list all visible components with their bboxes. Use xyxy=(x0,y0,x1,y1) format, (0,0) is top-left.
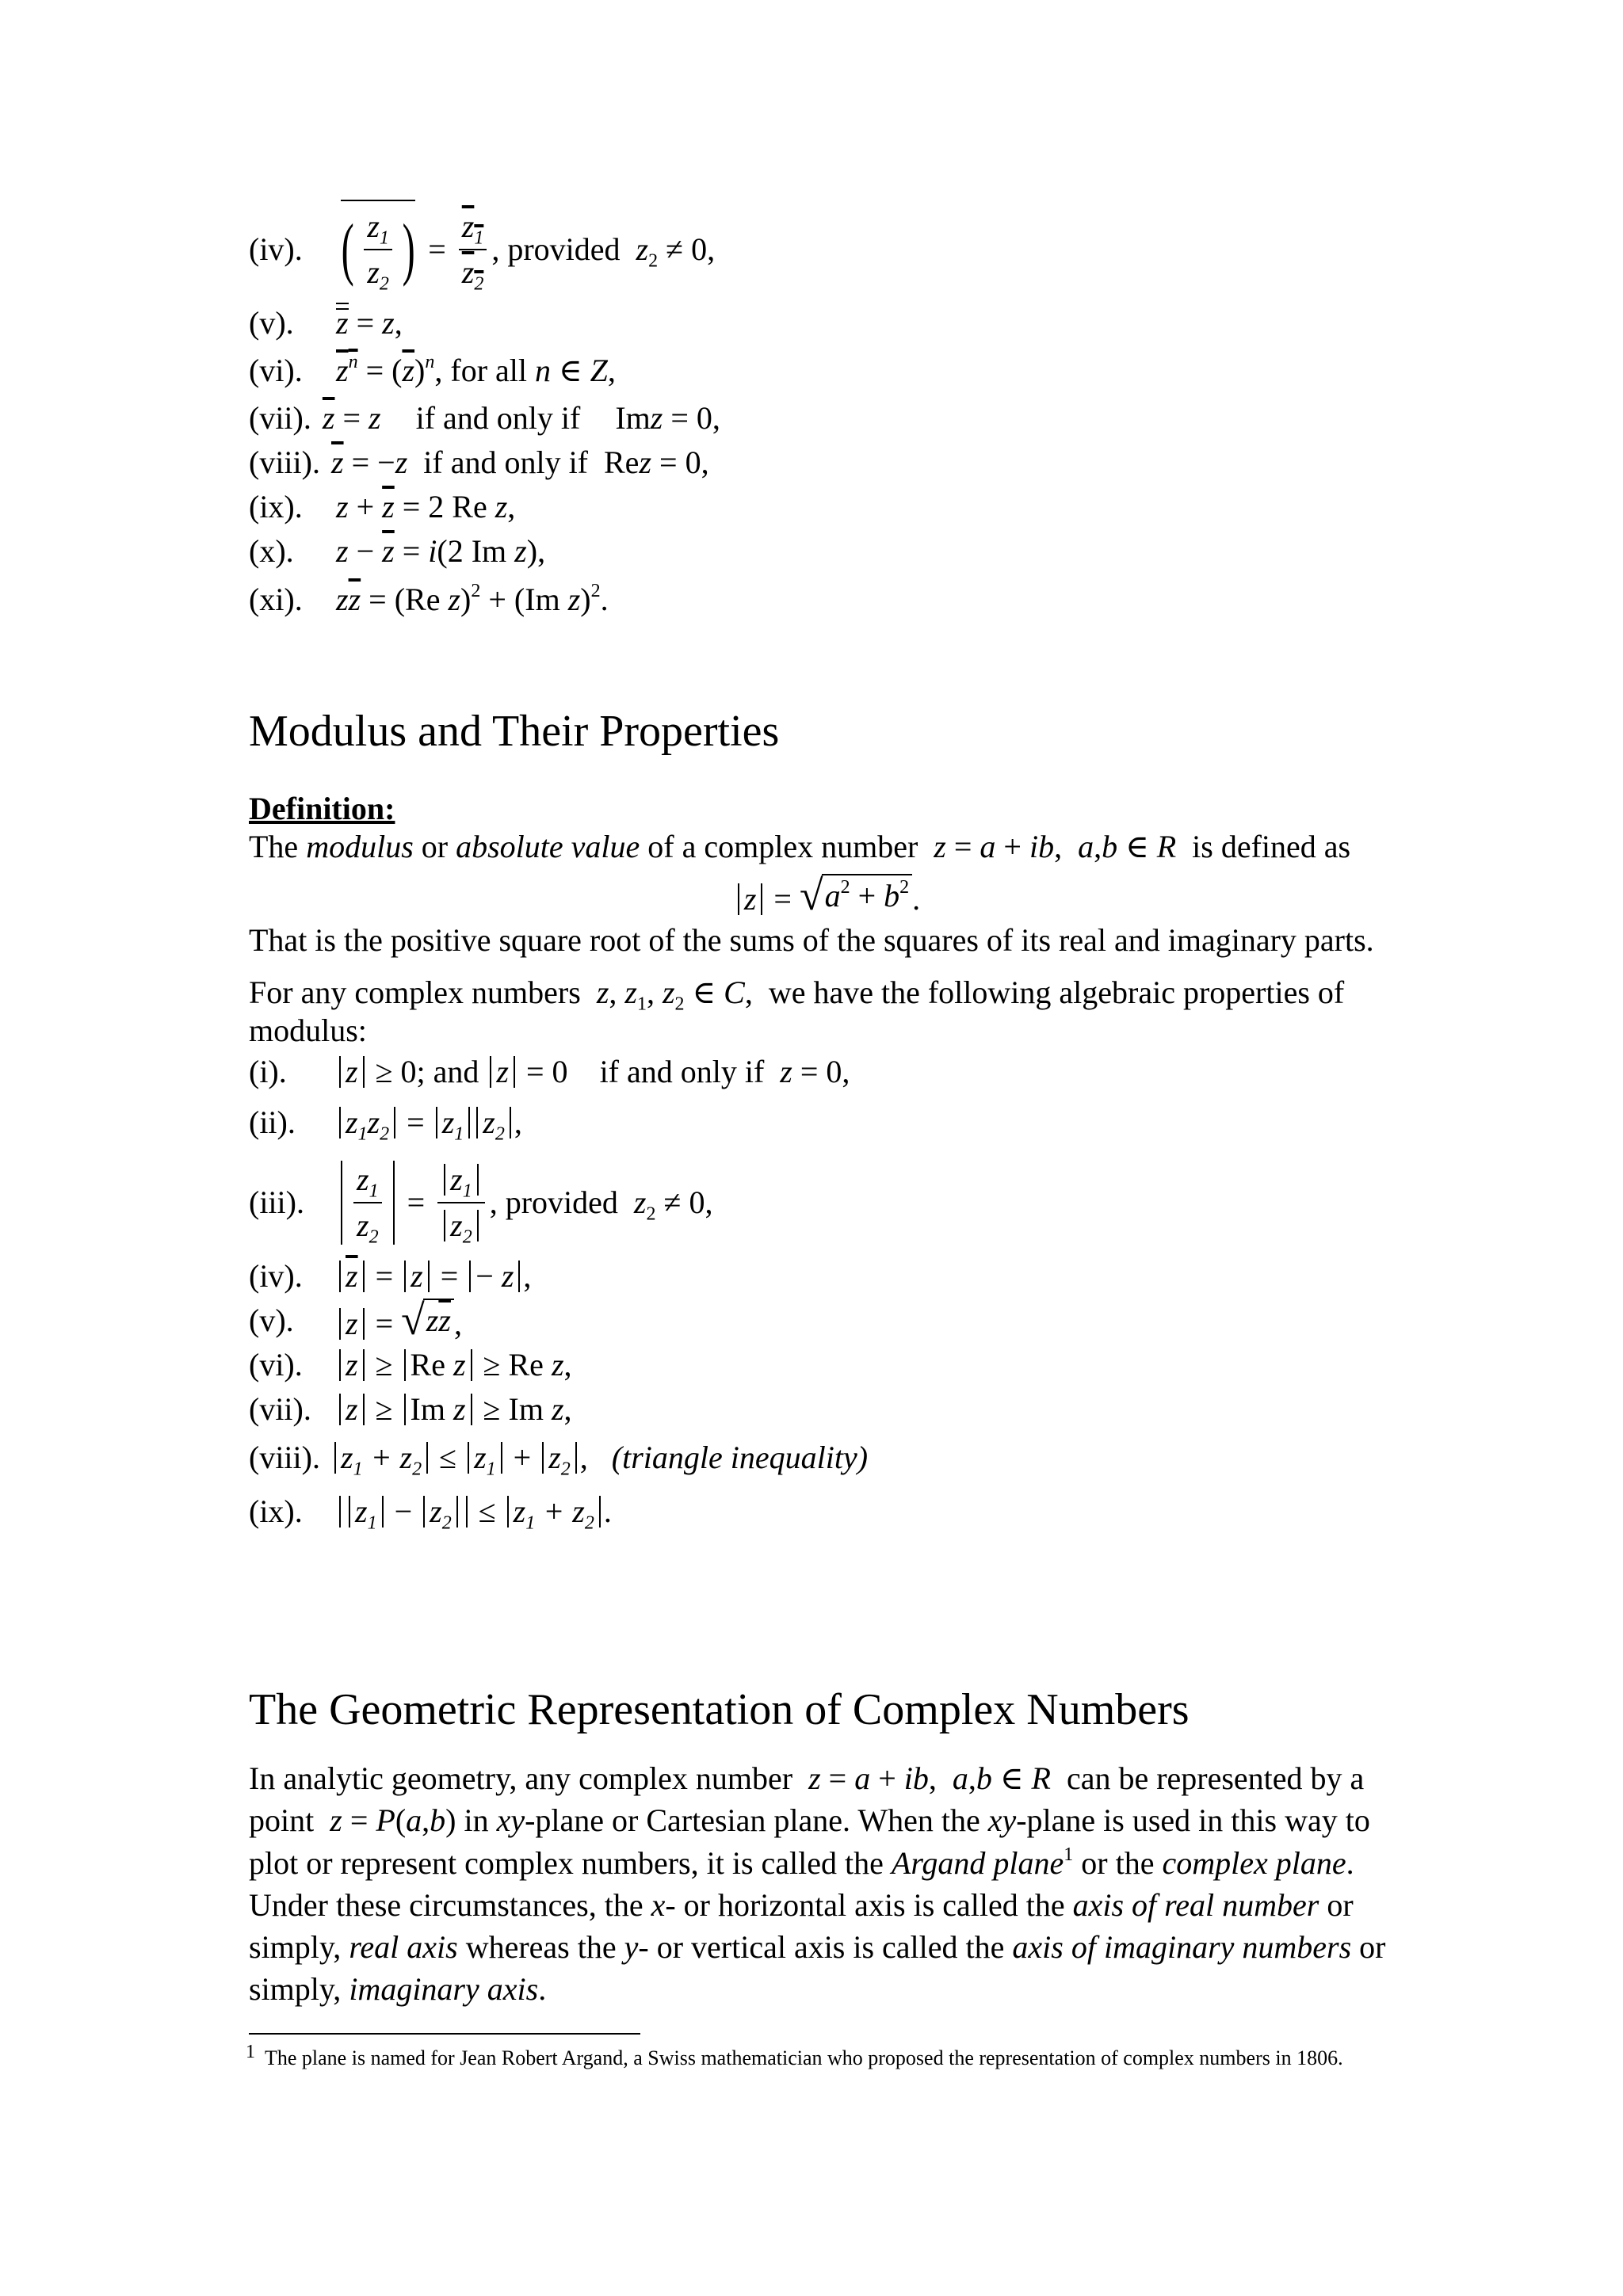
section-heading: The Geometric Representation of Complex Numbers xyxy=(249,1685,1190,1734)
footnote-text: The plane is named for Jean Robert Argand, a Swiss mathematician who proposed the representation of complex numbers in 1806. xyxy=(265,2046,1343,2069)
list-item: (viii). $\overline{z} = -z$ if and only if Rez = 0, xyxy=(249,444,709,480)
item-label: (vii). xyxy=(249,1391,311,1428)
item-text: , for all xyxy=(434,353,527,388)
item-label: (vi). xyxy=(249,1347,303,1383)
definition-text: The modulus or absolute value of a complex number z = a + ib, a,b ∈ R is defined as xyxy=(249,829,1351,865)
list-item: (vii). z ≥ Im z ≥ Im z, xyxy=(249,1391,572,1428)
list-item: (vii). $\overline{z} = z$ if and only if Imz = 0, xyxy=(249,400,720,436)
item-label: (ii). xyxy=(249,1104,296,1141)
modulus-section xyxy=(249,705,1406,1539)
item-label: (xi). xyxy=(249,582,303,617)
intro-text: For any complex numbers z, $z_1$, $z_2$ ∈ C, we have the following algebraic properties of modulus: xyxy=(249,974,1345,1049)
item-text: if and only if xyxy=(423,444,588,480)
explanation-text: That is the positive square root of the sums of the squares of its real and imaginary parts. xyxy=(249,922,1374,959)
item-label: (viii). xyxy=(249,444,320,480)
item-label: (iii). xyxy=(249,1184,304,1221)
footnote-mark: 1 xyxy=(246,2042,255,2062)
item-label: (i). xyxy=(249,1054,287,1090)
list-item: (v). z = √ $z\overline{z}$ , xyxy=(249,1296,462,1344)
item-label: (iv). xyxy=(249,231,303,267)
item-text: if and only if xyxy=(415,400,581,436)
list-item: (iv). ( $\frac{z_1}{z_2}$ ) = $\frac{z_1}{z_2}$ , provided $z_2 \ne 0$, xyxy=(249,198,1390,301)
list-item: (iv). $\overline{z} = z$ = − z , xyxy=(249,1258,532,1295)
footnote xyxy=(246,2042,1406,2072)
section-heading: Modulus and Their Properties xyxy=(249,707,780,756)
item-label: (viii). xyxy=(249,1440,320,1476)
list-item: (ix). $z + \overline{z} = 2$ Re z, xyxy=(249,489,516,524)
item-text: , provided xyxy=(491,231,621,267)
item-label: (iv). xyxy=(249,1258,303,1295)
item-label: (v). xyxy=(249,305,294,341)
item-label: (v). xyxy=(249,1302,294,1339)
footnote-divider xyxy=(249,2033,640,2035)
list-item: (iii). $\frac{z_1}{z_2}$ = $\frac{z_1}{z_2}$ , provided $z_2 \ne 0$, xyxy=(249,1161,713,1248)
conjugate-properties-list xyxy=(249,198,1390,626)
list-item: (viii). $z_1 + z_2 \le z_1 + z_2$ , (triangle inequality) xyxy=(249,1440,869,1480)
item-label: (vii). xyxy=(249,400,311,436)
item-label: (vi). xyxy=(249,353,303,388)
list-item: (vi). z ≥ Re z ≥ Re z, xyxy=(249,1347,572,1383)
list-item: (x). $z - \overline{z} = i(2$ Im z), xyxy=(249,533,546,569)
item-label: (ix). xyxy=(249,1493,303,1530)
list-item: (ii). $z_1z_2 = z_1$ $z_2$ , xyxy=(249,1104,522,1145)
modulus-properties-list xyxy=(249,1050,1406,1539)
math-expression: ( $\frac{z_1}{z_2}$ ) xyxy=(336,208,420,292)
list-item: (vi). $z^n = (\overline{z})^n$ , for all n ∈ Z, xyxy=(249,352,616,388)
modulus-formula: z = √ $a^2 + b^2$ . xyxy=(249,874,1406,918)
geometric-paragraph: In analytic geometry, any complex number z = a + ib, a,b ∈ R can be represented by a point z = P(a,b) in xy-plane or Cartesian plane. When the xy-plane is used in this way to plot or represent complex numbers, it is called the Argand plane$^1$ or the complex plane. Under these circumstances, the x- or horizontal axis is called the axis of real number or simply, real axis whereas the y- or vertical axis is called the axis of imaginary numbers or simply, imaginary axis. xyxy=(249,1760,1386,2008)
geometric-section xyxy=(249,1684,1406,2010)
list-item: (i). z ≥ 0; and z = 0 if and only if z = 0, xyxy=(249,1054,850,1090)
item-label: (x). xyxy=(249,533,294,569)
list-item: (ix). $z_1 - z_2 \le z_1 + z_2$ . xyxy=(249,1493,612,1534)
definition-label: Definition: xyxy=(249,791,395,827)
item-label: (ix). xyxy=(249,489,303,524)
list-item: (v). z = z, xyxy=(249,305,403,341)
list-item: (xi). $z\overline{z} = (Re$ z)$^2$ + (Im z)$^2$. xyxy=(249,581,609,617)
